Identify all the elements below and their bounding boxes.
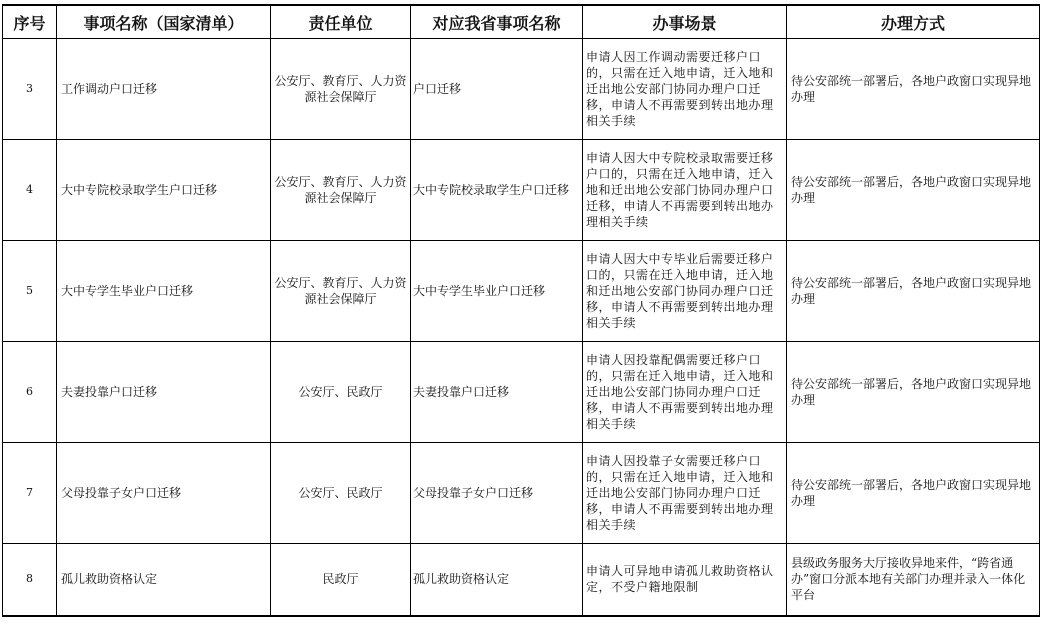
row-unit: 公安厅、教育厅、人力资源社会保障厅 (271, 241, 411, 342)
table-header-row (3, 5, 1040, 39)
row-no: 3 (3, 39, 57, 140)
row-method: 县级政务服务大厅接收异地来件，“跨省通办”窗口分派本地有关部门办理并录入一体化平台 (787, 544, 1040, 616)
row-province-name: 大中专学生毕业户口迁移 (411, 241, 583, 342)
row-no: 7 (3, 443, 57, 544)
row-scene: 申请人可异地申请孤儿救助资格认定，不受户籍地限制 (583, 544, 787, 616)
row-no: 6 (3, 342, 57, 443)
matters-table (2, 4, 1040, 617)
row-unit: 公安厅、教育厅、人力资源社会保障厅 (271, 39, 411, 140)
row-method: 待公安部统一部署后，各地户政窗口实现异地办理 (787, 342, 1040, 443)
row-province-name: 大中专院校录取学生户口迁移 (411, 140, 583, 241)
header-scene: 办事场景 (583, 5, 787, 39)
row-unit: 公安厅、教育厅、人力资源社会保障厅 (271, 140, 411, 241)
row-name: 工作调动户口迁移 (57, 39, 271, 140)
row-unit: 民政厅 (271, 544, 411, 616)
row-name: 父母投靠子女户口迁移 (57, 443, 271, 544)
table-row (3, 544, 1040, 616)
header-no: 序号 (3, 5, 57, 39)
row-scene: 申请人因大中专毕业后需要迁移户口的，只需在迁入地申请，迁入地和迁出地公安部门协同办理户口迁移，申请人不再需要到转出地办理相关手续 (583, 241, 787, 342)
row-method: 待公安部统一部署后，各地户政窗口实现异地办理 (787, 443, 1040, 544)
row-scene: 申请人因工作调动需要迁移户口的，只需在迁入地申请，迁入地和迁出地公安部门协同办理户口迁移，申请人不再需要到转出地办理相关手续 (583, 39, 787, 140)
row-province-name: 夫妻投靠户口迁移 (411, 342, 583, 443)
row-scene: 申请人因投靠子女需要迁移户口的，只需在迁入地申请，迁入地和迁出地公安部门协同办理户口迁移，申请人不再需要到转出地办理相关手续 (583, 443, 787, 544)
row-name: 夫妻投靠户口迁移 (57, 342, 271, 443)
row-province-name: 父母投靠子女户口迁移 (411, 443, 583, 544)
header-unit: 责任单位 (271, 5, 411, 39)
row-province-name: 孤儿救助资格认定 (411, 544, 583, 616)
table-row (3, 241, 1040, 342)
table-row (3, 140, 1040, 241)
row-scene: 申请人因大中专院校录取需要迁移户口的，只需在迁入地申请，迁入地和迁出地公安部门协同办理户口迁移，申请人不再需要到转出地办理相关手续 (583, 140, 787, 241)
row-name: 孤儿救助资格认定 (57, 544, 271, 616)
row-no: 4 (3, 140, 57, 241)
row-no: 5 (3, 241, 57, 342)
table-row (3, 443, 1040, 544)
header-method: 办理方式 (787, 5, 1040, 39)
row-name: 大中专院校录取学生户口迁移 (57, 140, 271, 241)
row-method: 待公安部统一部署后，各地户政窗口实现异地办理 (787, 140, 1040, 241)
header-province-name: 对应我省事项名称 (411, 5, 583, 39)
row-name: 大中专学生毕业户口迁移 (57, 241, 271, 342)
header-name: 事项名称（国家清单） (57, 5, 271, 39)
row-method: 待公安部统一部署后，各地户政窗口实现异地办理 (787, 39, 1040, 140)
row-unit: 公安厅、民政厅 (271, 443, 411, 544)
row-scene: 申请人因投靠配偶需要迁移户口的，只需在迁入地申请，迁入地和迁出地公安部门协同办理户口迁移，申请人不再需要到转出地办理相关手续 (583, 342, 787, 443)
row-province-name: 户口迁移 (411, 39, 583, 140)
row-no: 8 (3, 544, 57, 616)
table-row (3, 342, 1040, 443)
row-unit: 公安厅、民政厅 (271, 342, 411, 443)
row-method: 待公安部统一部署后，各地户政窗口实现异地办理 (787, 241, 1040, 342)
table-row (3, 39, 1040, 140)
